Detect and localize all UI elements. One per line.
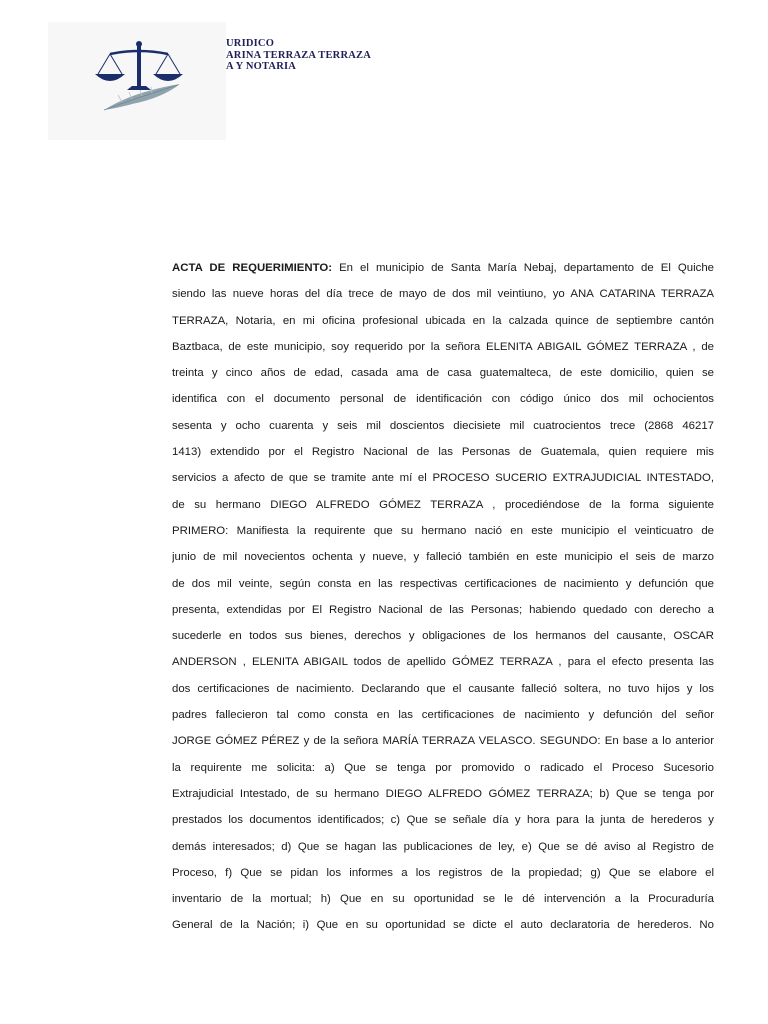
document-line: prestados los documentos identificados; c) Que se señale día y hora para la junta de herederos y [172,814,714,827]
document-line: presenta, extendidas por El Registro Nacional de las Personas; habiendo quedado con derecho a [172,603,714,616]
document-body [172,255,714,939]
document-line: siendo las nueve horas del día trece de mayo de dos mil veintiuno, yo ANA CATARINA TERRAZA [172,288,714,301]
document-line: de su hermano DIEGO ALFREDO GÓMEZ TERRAZA , procediéndose de la forma siguiente [172,498,714,511]
document-line-text: En el municipio de Santa María Nebaj, departamento de El Quiche [332,262,714,274]
letterhead-line-1: URIDICO [226,38,275,49]
document-line: treinta y cinco años de edad, casada ama de casa guatemalteca, de este domicilio, quien se [172,367,714,380]
document-line: Extrajudicial Intestado, de su hermano DIEGO ALFREDO GÓMEZ TERRAZA; b) Que se tenga por [172,787,714,800]
document-line: servicios a afecto de que se tramite ante mí el PROCESO SUCERIO EXTRAJUDICIAL INTESTADO, [172,472,714,485]
document-line: sesenta y ocho cuarenta y seis mil doscientos diecisiete mil cuatrocientos trece (2868 46217 [172,419,714,432]
letterhead-line-2: ARINA TERRAZA TERRAZA [226,49,372,61]
letterhead-text [226,38,371,73]
document-line: padres fallecieron tal como consta en las certificaciones de nacimiento y defunción del señor [172,709,714,722]
document-line: la requirente me solicita: a) Que se tenga por promovido o radicado el Proceso Sucesorio [172,761,714,774]
letterhead-line-3: A Y NOTARIA [226,61,297,72]
document-line: sucederle en todos sus bienes, derechos y obligaciones de los hermanos del causante, OSCAR [172,630,714,643]
document-line: junio de mil novecientos ochenta y nueve, y falleció también en este municipio el seis de marzo [172,551,714,564]
document-line: Proceso, f) Que se pidan los informes a los registros de la propiedad; g) Que se elabore el [172,866,714,879]
document-line: dos certificaciones de nacimiento. Declarando que el causante falleció soltera, no tuvo hijos y los [172,682,714,695]
document-line: Baztbaca, de este municipio, soy requerido por la señora ELENITA ABIGAIL GÓMEZ TERRAZA , de [172,340,714,353]
document-heading: ACTA DE REQUERIMIENTO: [172,262,333,274]
document-line: de dos mil veinte, según consta en las respectivas certificaciones de nacimiento y defunción que [172,577,714,590]
document-line: 1413) extendido por el Registro Nacional de las Personas de Guatemala, quien requiere mis [172,446,714,459]
scales-of-justice-logo [92,40,188,114]
document-line: TERRAZA, Notaria, en mi oficina profesional ubicada en la calzada quince de septiembre cantón [172,314,714,327]
document-line: demás interesados; d) Que se hagan las publicaciones de ley, e) Que se dé aviso al Registro de [172,840,714,853]
document-line: JORGE GÓMEZ PÉREZ y de la señora MARÍA TERRAZA VELASCO. SEGUNDO: En base a lo anterior [172,735,714,748]
document-line: General de la Nación; i) Que en su oportunidad se dicte el auto declaratoria de herederos. No [172,919,714,932]
document-line [172,255,714,281]
document-line: ANDERSON , ELENITA ABIGAIL todos de apellido GÓMEZ TERRAZA , para el efecto presenta las [172,656,714,669]
scales-of-justice-icon [95,41,183,90]
document-line: inventario de la mortual; h) Que en su oportunidad se le dé intervención a la Procuraduría [172,893,714,906]
document-line: identifica con el documento personal de identificación con código único dos mil ochocientos [172,393,714,406]
document-line: PRIMERO: Manifiesta la requirente que su hermano nació en este municipio el veinticuatro de [172,524,714,537]
